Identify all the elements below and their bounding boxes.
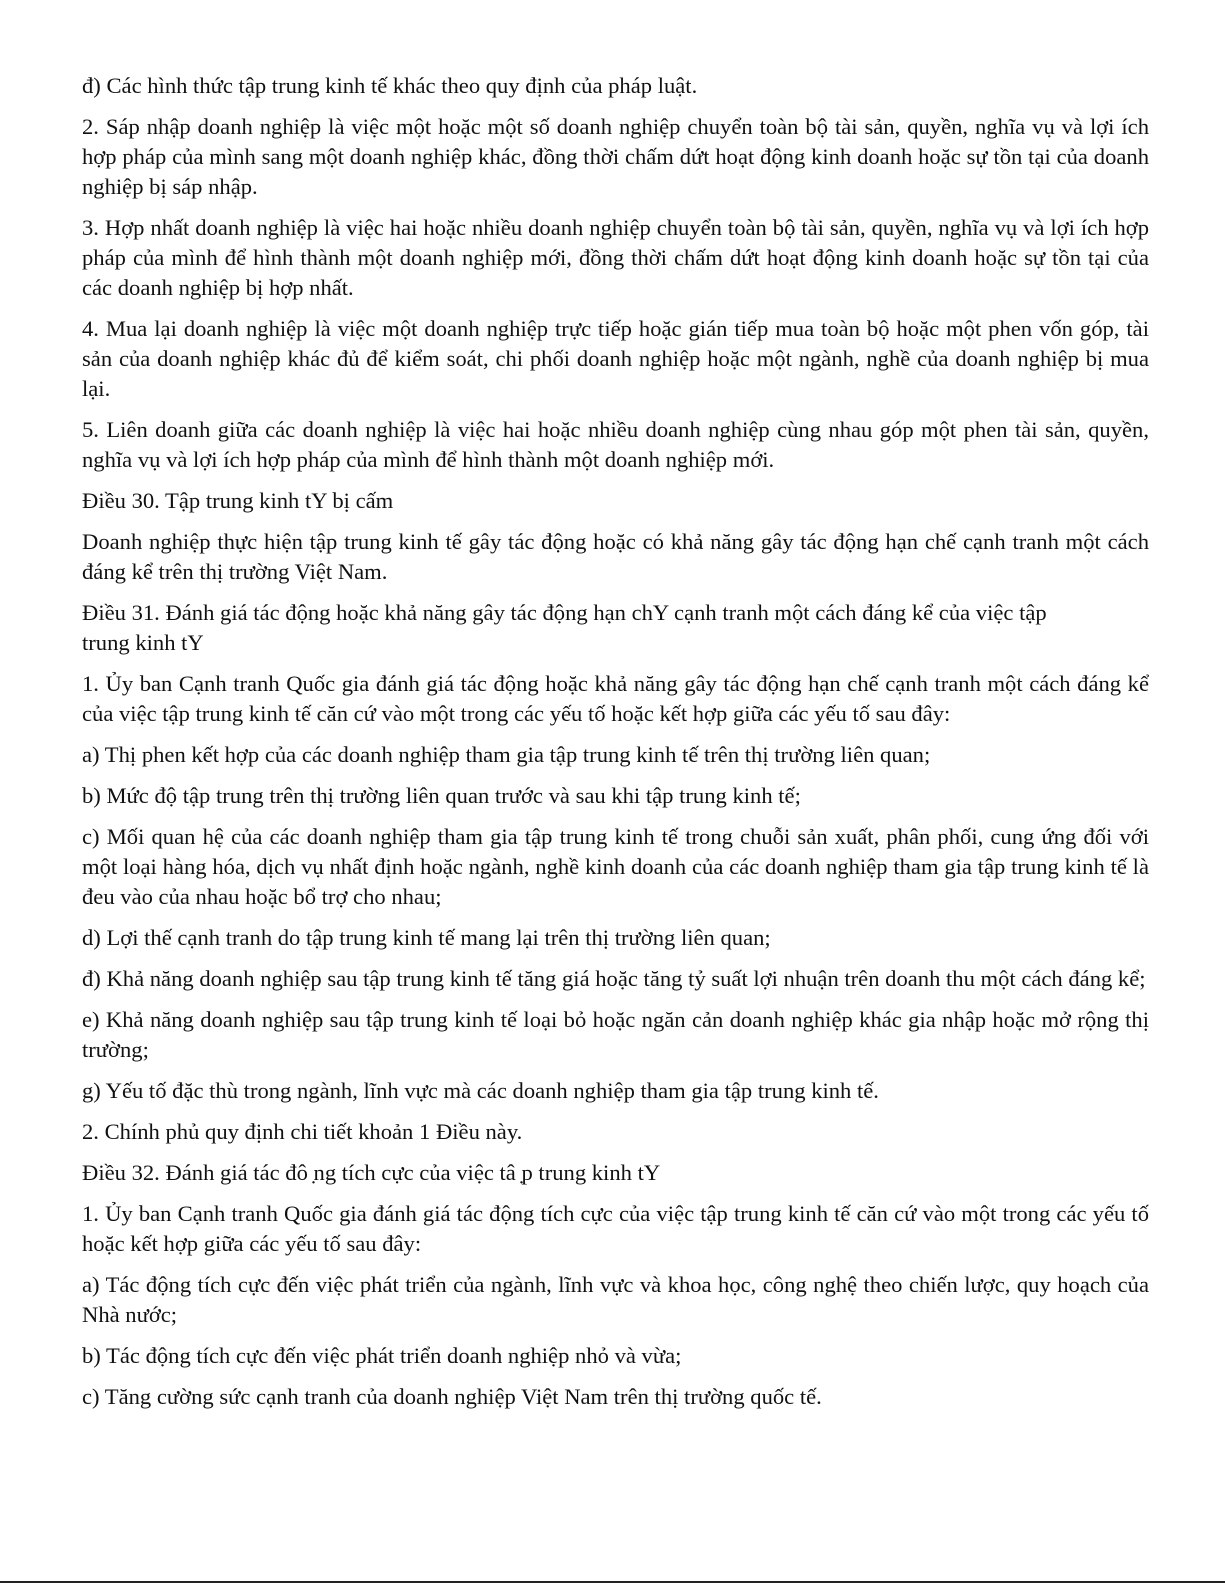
paragraph: 3. Hợp nhất doanh nghiệp là việc hai hoặc nhiều doanh nghiệp chuyển toàn bộ tài sản, quyền, nghĩa vụ và lợi ích hợp pháp của mình để hình thành một doanh nghiệp mới, đồng thời chấm dứt hoạt động kinh doanh hoặc sự tồn tại của các doanh nghiệp bị hợp nhất.: [82, 215, 1149, 300]
list-item: c) Mối quan hệ của các doanh nghiệp tham gia tập trung kinh tế trong chuỗi sản xuất, phân phối, cung ứng đối với một loại hàng hóa, dịch vụ nhất định hoặc ngành, nghề kinh doanh của các doanh nghiệp tham gia tập trung kinh tế là đeu vào của nhau hoặc bổ trợ cho nhau;: [82, 824, 1149, 909]
list-item: b) Mức độ tập trung trên thị trường liên quan trước và sau khi tập trung kinh tế;: [82, 783, 801, 808]
article-heading: Điều 31. Đánh giá tác động hoặc khả năng gây tác động hạn chY cạnh tranh một cách đáng kể của việc tập trung kinh tY: [82, 600, 1047, 655]
list-item: đ) Khả năng doanh nghiệp sau tập trung kinh tế tăng giá hoặc tăng tỷ suất lợi nhuận trên doanh thu một cách đáng kể;: [82, 966, 1146, 991]
document-body: [82, 71, 1149, 1423]
paragraph: đ) Các hình thức tập trung kinh tế khác theo quy định của pháp luật.: [82, 73, 698, 98]
list-item: c) Tăng cường sức cạnh tranh của doanh nghiệp Việt Nam trên thị trường quốc tế.: [82, 1384, 822, 1409]
list-item: b) Tác động tích cực đến việc phát triển doanh nghiệp nhỏ và vừa;: [82, 1343, 682, 1368]
paragraph: Doanh nghiệp thực hiện tập trung kinh tế gây tác động hoặc có khả năng gây tác động hạn chế cạnh tranh một cách đáng kể trên thị trường Việt Nam.: [82, 529, 1149, 584]
list-item: e) Khả năng doanh nghiệp sau tập trung kinh tế loại bỏ hoặc ngăn cản doanh nghiệp khác gia nhập hoặc mở rộng thị trường;: [82, 1007, 1149, 1062]
paragraph: 1. Ủy ban Cạnh tranh Quốc gia đánh giá tác động hoặc khả năng gây tác động hạn chế cạnh tranh một cách đáng kể của việc tập trung kinh tế căn cứ vào một trong các yếu tố hoặc kết hợp giữa các yếu tố sau đây:: [82, 671, 1149, 726]
article-heading: Điều 32. Đánh giá tác đô ̣ng tích cực của việc tâ ̣p trung kinh tY: [82, 1160, 661, 1185]
list-item: a) Thị phen kết hợp của các doanh nghiệp tham gia tập trung kinh tế trên thị trường liên quan;: [82, 742, 931, 767]
paragraph: 5. Liên doanh giữa các doanh nghiệp là việc hai hoặc nhiều doanh nghiệp cùng nhau góp một phen tài sản, quyền, nghĩa vụ và lợi ích hợp pháp của mình để hình thành một doanh nghiệp mới.: [82, 417, 1149, 472]
page-bottom-border: [0, 1581, 1225, 1583]
paragraph: 4. Mua lại doanh nghiệp là việc một doanh nghiệp trực tiếp hoặc gián tiếp mua toàn bộ hoặc một phen vốn góp, tài sản của doanh nghiệp khác đủ để kiểm soát, chi phối doanh nghiệp hoặc một ngành, nghề của doanh nghiệp bị mua lại.: [82, 316, 1149, 401]
list-item: d) Lợi thế cạnh tranh do tập trung kinh tế mang lại trên thị trường liên quan;: [82, 925, 771, 950]
paragraph: 1. Ủy ban Cạnh tranh Quốc gia đánh giá tác động tích cực của việc tập trung kinh tế căn cứ vào một trong các yếu tố hoặc kết hợp giữa các yếu tố sau đây:: [82, 1201, 1149, 1256]
list-item: g) Yếu tố đặc thù trong ngành, lĩnh vực mà các doanh nghiệp tham gia tập trung kinh tế.: [82, 1078, 879, 1103]
article-heading: Điều 30. Tập trung kinh tY bị cấm: [82, 488, 394, 513]
paragraph: 2. Sáp nhập doanh nghiệp là việc một hoặc một số doanh nghiệp chuyển toàn bộ tài sản, quyền, nghĩa vụ và lợi ích hợp pháp của mình sang một doanh nghiệp khác, đồng thời chấm dứt hoạt động kinh doanh hoặc sự tồn tại của doanh nghiệp bị sáp nhập.: [82, 114, 1149, 199]
list-item: a) Tác động tích cực đến việc phát triển của ngành, lĩnh vực và khoa học, công nghệ theo chiến lược, quy hoạch của Nhà nước;: [82, 1272, 1149, 1327]
paragraph: 2. Chính phủ quy định chi tiết khoản 1 Điều này.: [82, 1119, 523, 1144]
